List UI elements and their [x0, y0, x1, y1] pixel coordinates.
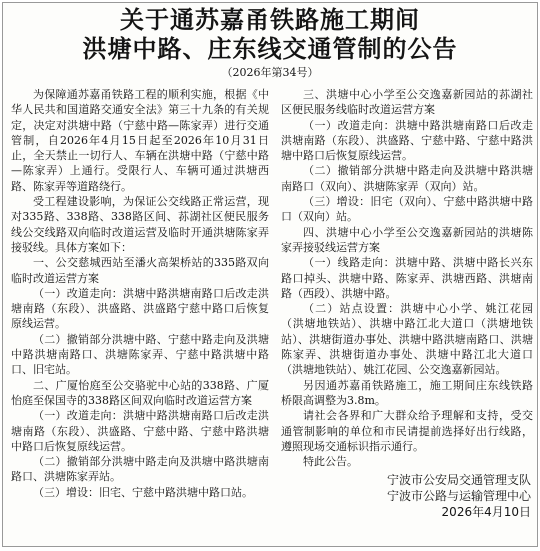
- right-column: [281, 87, 533, 542]
- paragraph: （一）改道走向：洪塘中路洪塘南路口后改走洪塘南路（东段）、洪盛路、宁慈中路、宁慈中路洪塘中路口后恢复原线运营。: [11, 409, 269, 453]
- paragraph: （二）站点设置：洪塘中心小学、姚江花园（洪塘地铁站）、洪塘中路江北大道口（洪塘地铁站）、洪塘街道办事处、洪塘中路洪塘南路口、洪塘陈家弄、洪塘街道办事处、洪塘中路江北大道口（洪塘地铁站）、姚江花园、公交逸嘉新园站。: [281, 302, 533, 377]
- signature-date: 2026年4月10日: [441, 505, 531, 520]
- paragraph: （二）撤销部分洪塘中路、宁慈中路走向及洪塘中路洪塘南路口、洪塘陈家弄、宁慈中路洪塘中路口、旧宅站。: [11, 332, 269, 377]
- notice-body: [11, 87, 531, 542]
- signature-block: [281, 472, 533, 520]
- notice-title: [3, 6, 537, 64]
- paragraph: （二）撤销部分洪塘中路走向及洪塘中路洪塘南路口（双向）、洪塘陈家弄（双向）站。: [281, 164, 533, 193]
- paragraph: 受工程建设影响，为保证公交线路正常运营，现对335路、338路、338路区间、荪湖社区便民服务线公交线路双向临时改道运营及临时开通洪塘陈家弄接驳线。具体方案如下：: [11, 195, 269, 254]
- paragraph: （三）增设：旧宅（双向）、宁慈中路洪塘中路口（双向）站。: [281, 195, 533, 224]
- paragraph: 特此公告。: [303, 455, 358, 469]
- title-line-1: 关于通苏嘉甬铁路施工期间: [120, 6, 420, 34]
- paragraph: （三）增设：旧宅、宁慈中路洪塘中路口站。: [33, 485, 253, 499]
- notice-page: [2, 2, 538, 547]
- signature-org-2: 宁波市公路与运输管理中心: [386, 489, 531, 504]
- paragraph: 三、洪塘中心小学至公交逸嘉新园站的荪湖社区便民服务线临时改道运营方案: [281, 88, 533, 117]
- paragraph: 为保障通苏嘉甬铁路工程的顺利实施，根据《中华人民共和国道路交通安全法》第三十九条的有关规定，决定对洪塘中路（宁慈中路—陈家弄）进行交通管制，自2026年4月15日起至2026年10月31日止，全天禁止一切行人、车辆在洪塘中路（宁慈中路—陈家弄）上通行。受限行人、车辆可通过洪塘西路、陈家弄等道路绕行。: [11, 88, 269, 193]
- paragraph: 请社会各界和广大群众给予理解和支持，受交通管制影响的单位和市民请提前选择好出行线路，遵照现场交通标识指示通行。: [281, 409, 533, 453]
- paragraph: 四、洪塘中心小学至公交逸嘉新园站的洪塘陈家弄接驳线运营方案: [281, 225, 533, 254]
- paragraph: 二、广厦怡庭至公交骆驼中心站的338路、广厦怡庭至保国寺的338路区间双向临时改道运营方案: [11, 378, 269, 407]
- title-line-2: 洪塘中路、庄东线交通管制的公告: [82, 35, 458, 63]
- paragraph: （一）线路走向：洪塘中路、洪塘中路长兴东路口掉头、洪塘中路、陈家弄、洪塘西路、洪塘南路（西段）、洪塘中路。: [281, 256, 533, 300]
- signature-org-1: 宁波市公安局交通管理支队: [386, 473, 531, 488]
- paragraph: 另因通苏嘉甬铁路施工，施工期间庄东线铁路桥限高调整为3.8m。: [281, 378, 533, 407]
- paragraph: 一、公交慈城西站至潘火高架桥站的335路双向临时改道运营方案: [11, 256, 269, 285]
- left-column: [11, 87, 269, 542]
- paragraph: （一）改道走向：洪塘中路洪塘南路口后改走洪塘南路（东段）、洪盛路、洪盛路宁慈中路口后恢复原线运营。: [11, 286, 269, 331]
- paragraph: （二）撤销部分洪塘中路走向及洪塘中路洪塘南路口、洪塘陈家弄站。: [11, 455, 269, 484]
- issue-number: （2026年第34号）: [221, 66, 319, 79]
- paragraph: （一）改道走向：洪塘中路洪塘南路口后改走洪塘南路（东段）、洪盛路、宁慈中路、宁慈中路洪塘中路口后恢复原线运营。: [281, 118, 533, 163]
